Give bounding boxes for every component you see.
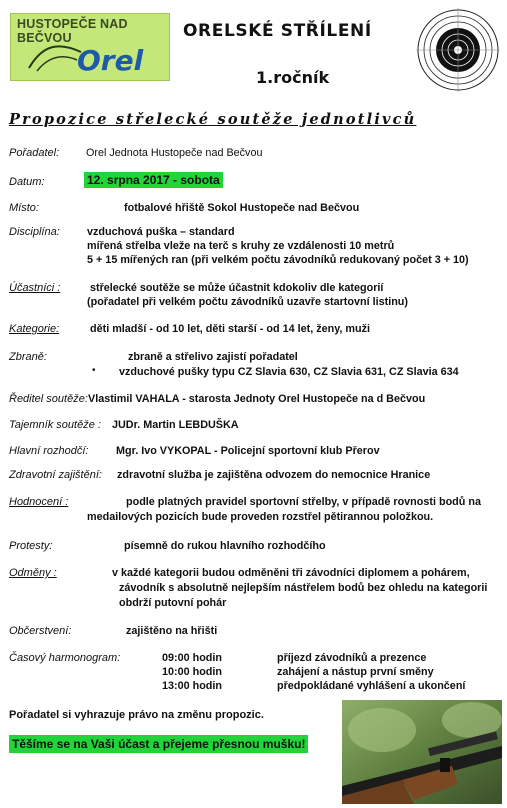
odmeny-label: Odměny : — [9, 567, 57, 579]
harmonogram-label: Časový harmonogram: — [9, 652, 121, 664]
disciplina-line: mířená střelba vleže na terč s kruhy ze vzdálenosti 10 metrů — [87, 240, 395, 252]
disciplina-label: Disciplína: — [9, 226, 60, 238]
zbrane-line: vzduchové pušky typu CZ Slavia 630, CZ Slavia 631, CZ Slavia 634 — [119, 366, 459, 378]
ucastnici-line: (pořadatel při velkém počtu závodníků uzavře startovní listinu) — [87, 296, 408, 308]
harmonogram-text: předpokládané vyhlášení a ukončení — [277, 680, 466, 692]
zbrane-label: Zbraně: — [9, 351, 47, 363]
poradatel-value: Orel Jednota Hustopeče nad Bečvou — [86, 147, 263, 159]
ucastnici-label: Účastníci : — [9, 282, 61, 294]
protesty-label: Protesty: — [9, 540, 53, 552]
zdravotni-label: Zdravotní zajištění: — [9, 469, 102, 481]
reditel-label: Ředitel soutěže: — [9, 393, 88, 405]
orel-logo — [10, 13, 170, 81]
misto-label: Místo: — [9, 202, 39, 214]
reditel-value: Vlastimil VAHALA - starosta Jednoty Orel Hustopeče na d Bečvou — [88, 393, 426, 405]
harmonogram-time: 09:00 hodin — [162, 652, 222, 664]
logo-word: Orel — [77, 44, 144, 77]
zdravotni-value: zdravotní služba je zajištěna odvozem do nemocnice Hranice — [117, 469, 431, 481]
disciplina-line: vzduchová puška – standard — [87, 226, 235, 238]
shooting-target-icon — [416, 8, 500, 92]
page-title: ORELSKÉ STŘÍLENÍ — [183, 21, 372, 41]
datum-label: Datum: — [9, 176, 45, 188]
protesty-value: písemně do rukou hlavního rozhodčího — [124, 540, 326, 552]
logo-top-text: HUSTOPEČE NAD BEČVOU — [17, 17, 128, 45]
odmeny-line: v každé kategorii budou odměněni tři závodníci diplomem a pohárem, — [112, 567, 470, 579]
misto-value: fotbalové hřiště Sokol Hustopeče nad Bečvou — [124, 202, 360, 214]
harmonogram-text: příjezd závodníků a prezence — [277, 652, 427, 664]
kategorie-label: Kategorie: — [9, 323, 60, 335]
datum-value: 12. srpna 2017 - sobota — [84, 172, 223, 188]
hodnoceni-line: medailových pozicích bude proveden rozstřel pětirannou položkou. — [87, 511, 434, 523]
harmonogram-time: 13:00 hodin — [162, 680, 222, 692]
harmonogram-text: zahájení a nástup první směny — [277, 666, 434, 678]
hodnoceni-line: podle platných pravidel sportovní střelby, v případě rovnosti bodů na — [126, 496, 481, 508]
tajemnik-value: JUDr. Martin LEBDUŠKA — [112, 419, 239, 431]
zbrane-line: zbraně a střelivo zajistí pořadatel — [128, 351, 298, 363]
bullet-dot-icon: • — [92, 365, 96, 376]
obcerstveni-label: Občerstvení: — [9, 625, 72, 637]
disciplina-line: 5 + 15 mířených ran (při velkém počtu závodníků redukovaný počet 3 + 10) — [87, 254, 469, 266]
footer-note: Pořadatel si vyhrazuje právo na změnu propozic. — [9, 709, 264, 721]
rozhodci-value: Mgr. Ivo VYKOPAL - Policejní sportovní klub Přerov — [116, 445, 380, 457]
tajemnik-label: Tajemník soutěže : — [9, 419, 101, 431]
eagle-swoosh-icon — [25, 38, 85, 76]
rozhodci-label: Hlavní rozhodčí: — [9, 445, 89, 457]
odmeny-line: závodník s absolutně nejlepším nástřelem bodů bez ohledu na kategorii — [119, 582, 488, 594]
propozice-heading: Propozice střelecké soutěže jednotlivců — [9, 111, 417, 128]
poradatel-label: Pořadatel: — [9, 147, 60, 159]
harmonogram-time: 10:00 hodin — [162, 666, 222, 678]
hodnoceni-label: Hodnocení : — [9, 496, 69, 508]
odmeny-line: obdrží putovní pohár — [119, 597, 227, 609]
footer-wish: Těšíme se na Vaši účast a přejeme přesnou mušku! — [9, 735, 308, 753]
obcerstveni-value: zajištěno na hřišti — [126, 625, 218, 637]
ucastnici-line: střelecké soutěže se může účastnit kdokoliv dle kategorií — [90, 282, 384, 294]
air-rifle-photo — [342, 700, 502, 804]
page-subtitle: 1.ročník — [256, 68, 330, 87]
kategorie-value: děti mladší - od 10 let, děti starší - od 14 let, ženy, muži — [90, 323, 370, 335]
